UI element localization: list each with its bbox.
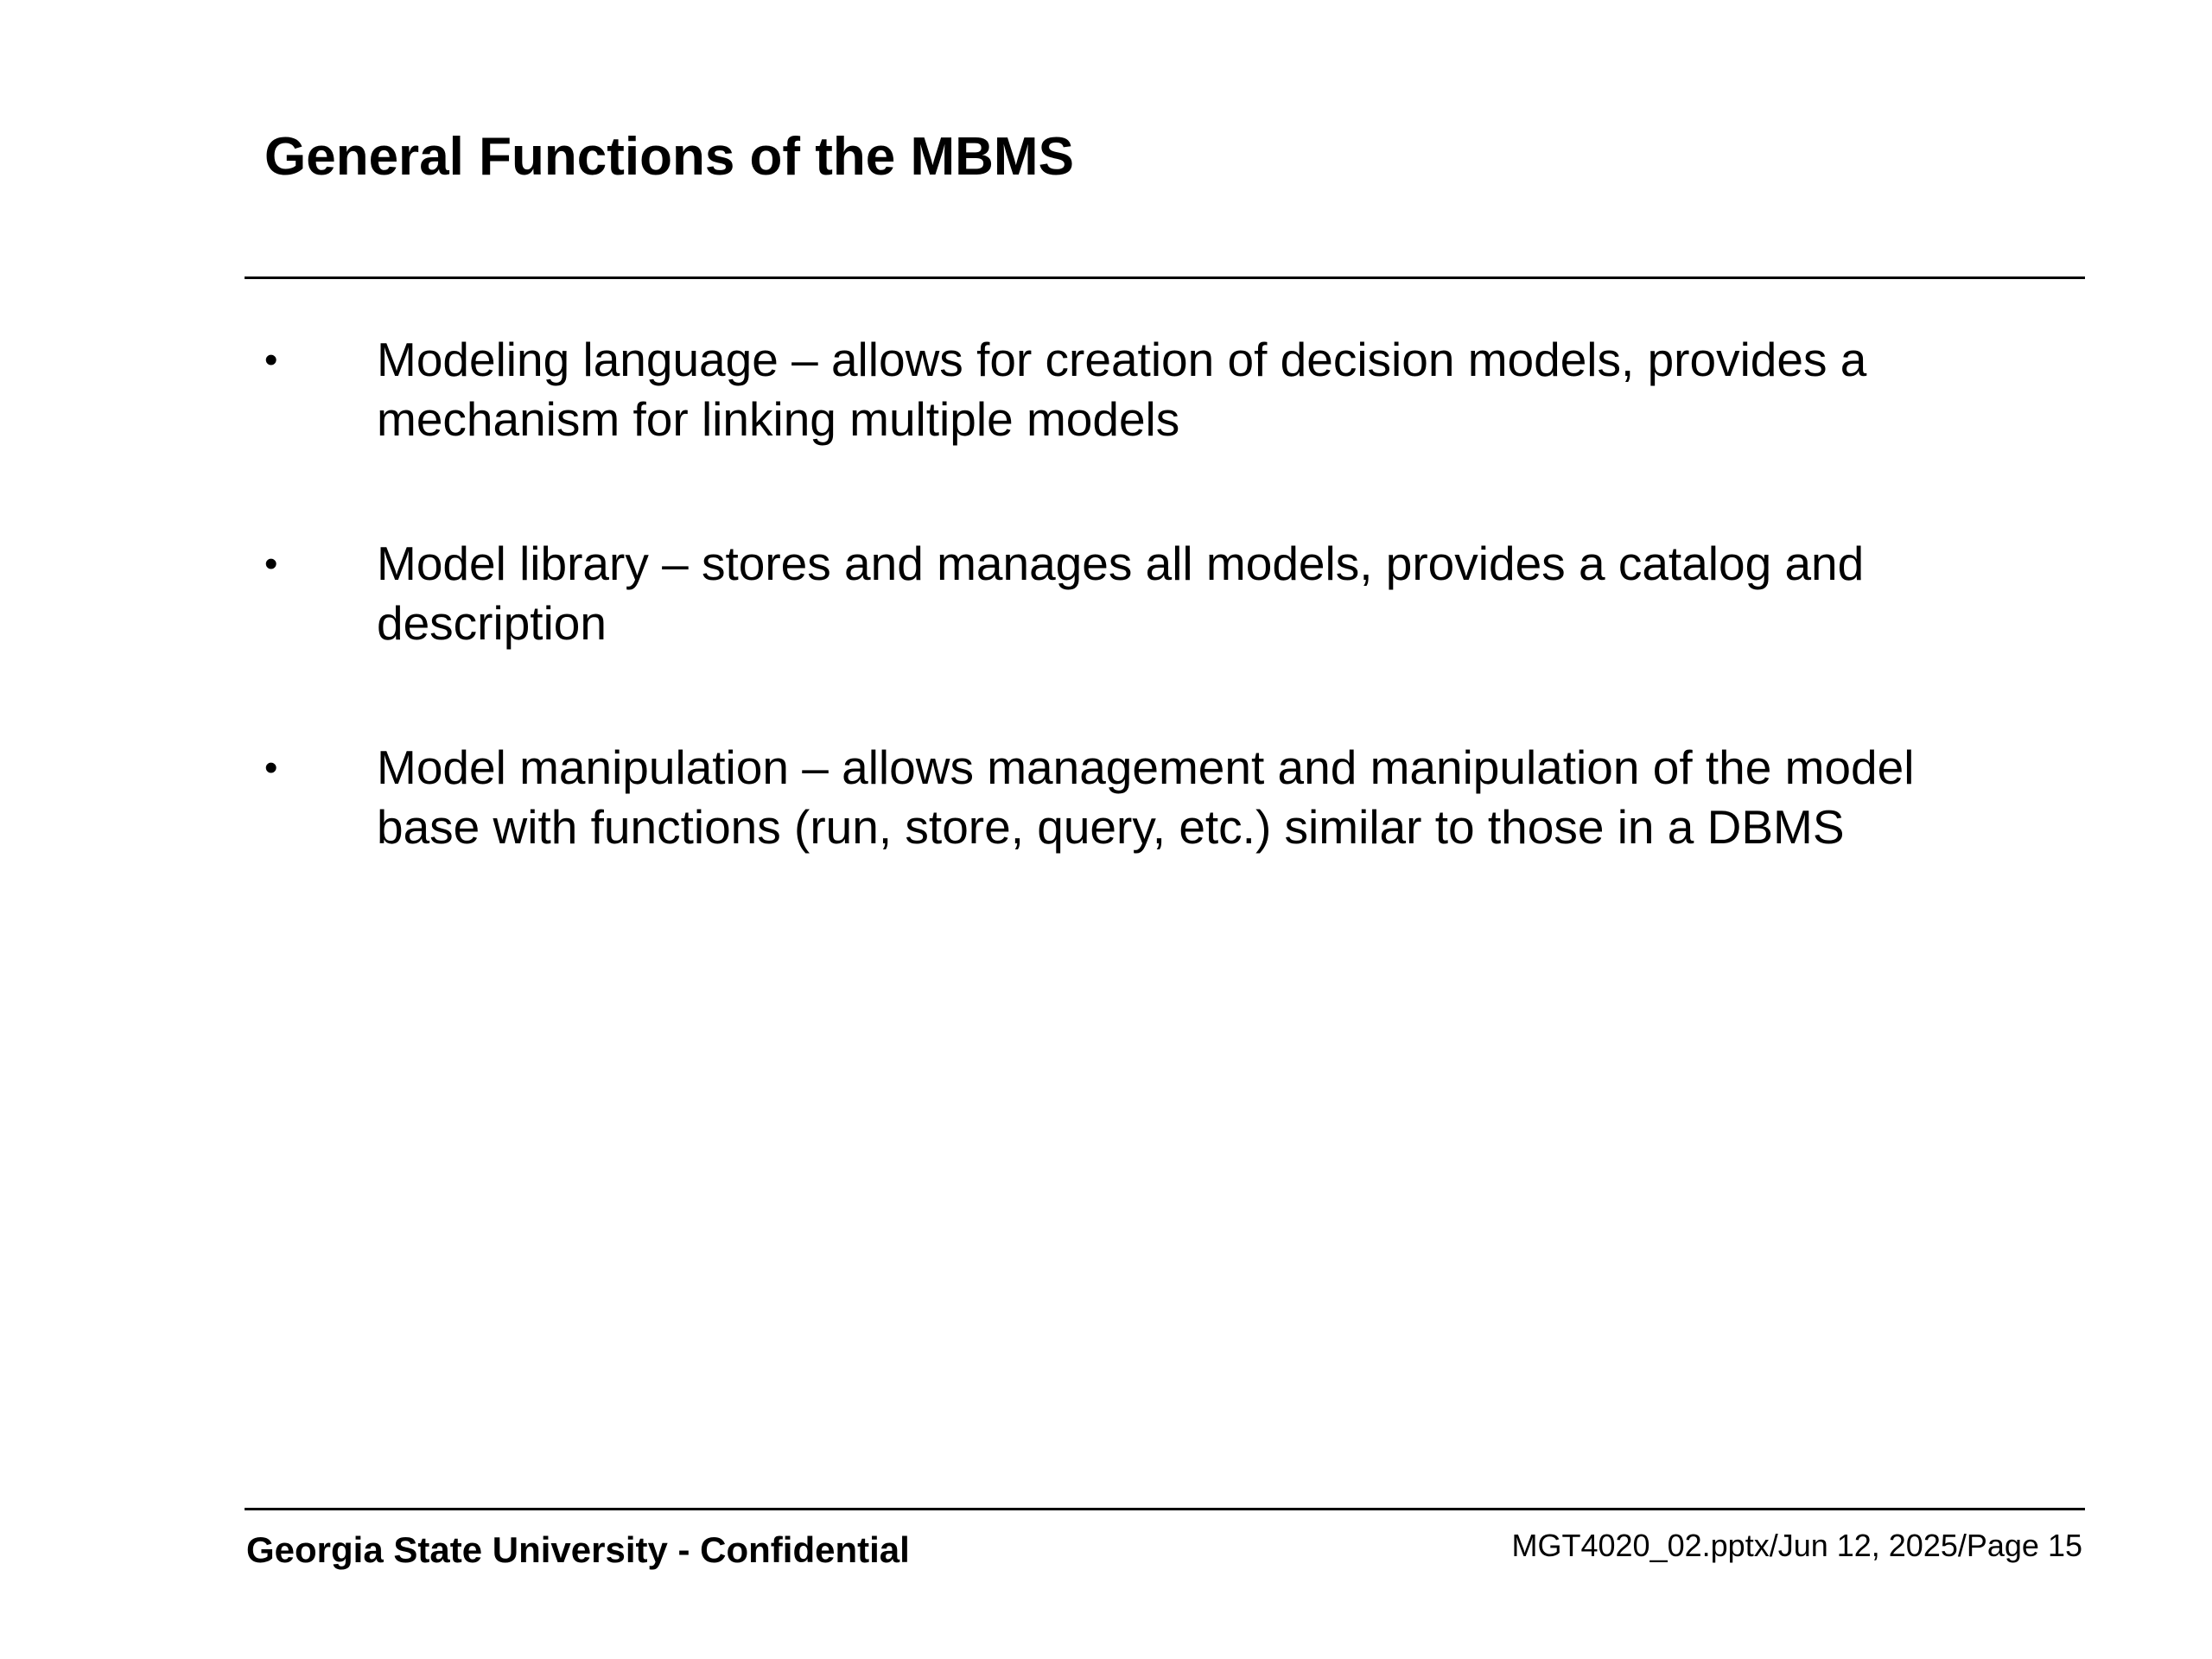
slide-title: General Functions of the MBMS (264, 127, 1074, 187)
bullet-icon: • (264, 747, 278, 789)
bullet-icon: • (264, 543, 278, 585)
bullet-text: Modeling language – allows for creation of decision models, provides a mechanism for linking multiple models (377, 333, 1867, 446)
bullet-item-model-library (264, 534, 2018, 653)
title-divider (245, 276, 2085, 279)
footer-confidential-label: Georgia State University - Confidential (246, 1529, 910, 1570)
bullet-text: Model manipulation – allows management and manipulation of the model base with functions (run, store, query, etc.) similar to those in a DBMS (377, 741, 1915, 854)
footer-page-info: MGT4020_02.pptx/Jun 12, 2025/Page 15 (1511, 1528, 2082, 1563)
bullet-text: Model library – stores and manages all models, provides a catalog and description (377, 537, 1865, 650)
bullet-item-model-manipulation (264, 738, 2018, 857)
footer-divider (245, 1508, 2085, 1510)
bullet-list (264, 330, 2018, 942)
bullet-item-modeling-language (264, 330, 2018, 449)
bullet-icon: • (264, 339, 278, 381)
